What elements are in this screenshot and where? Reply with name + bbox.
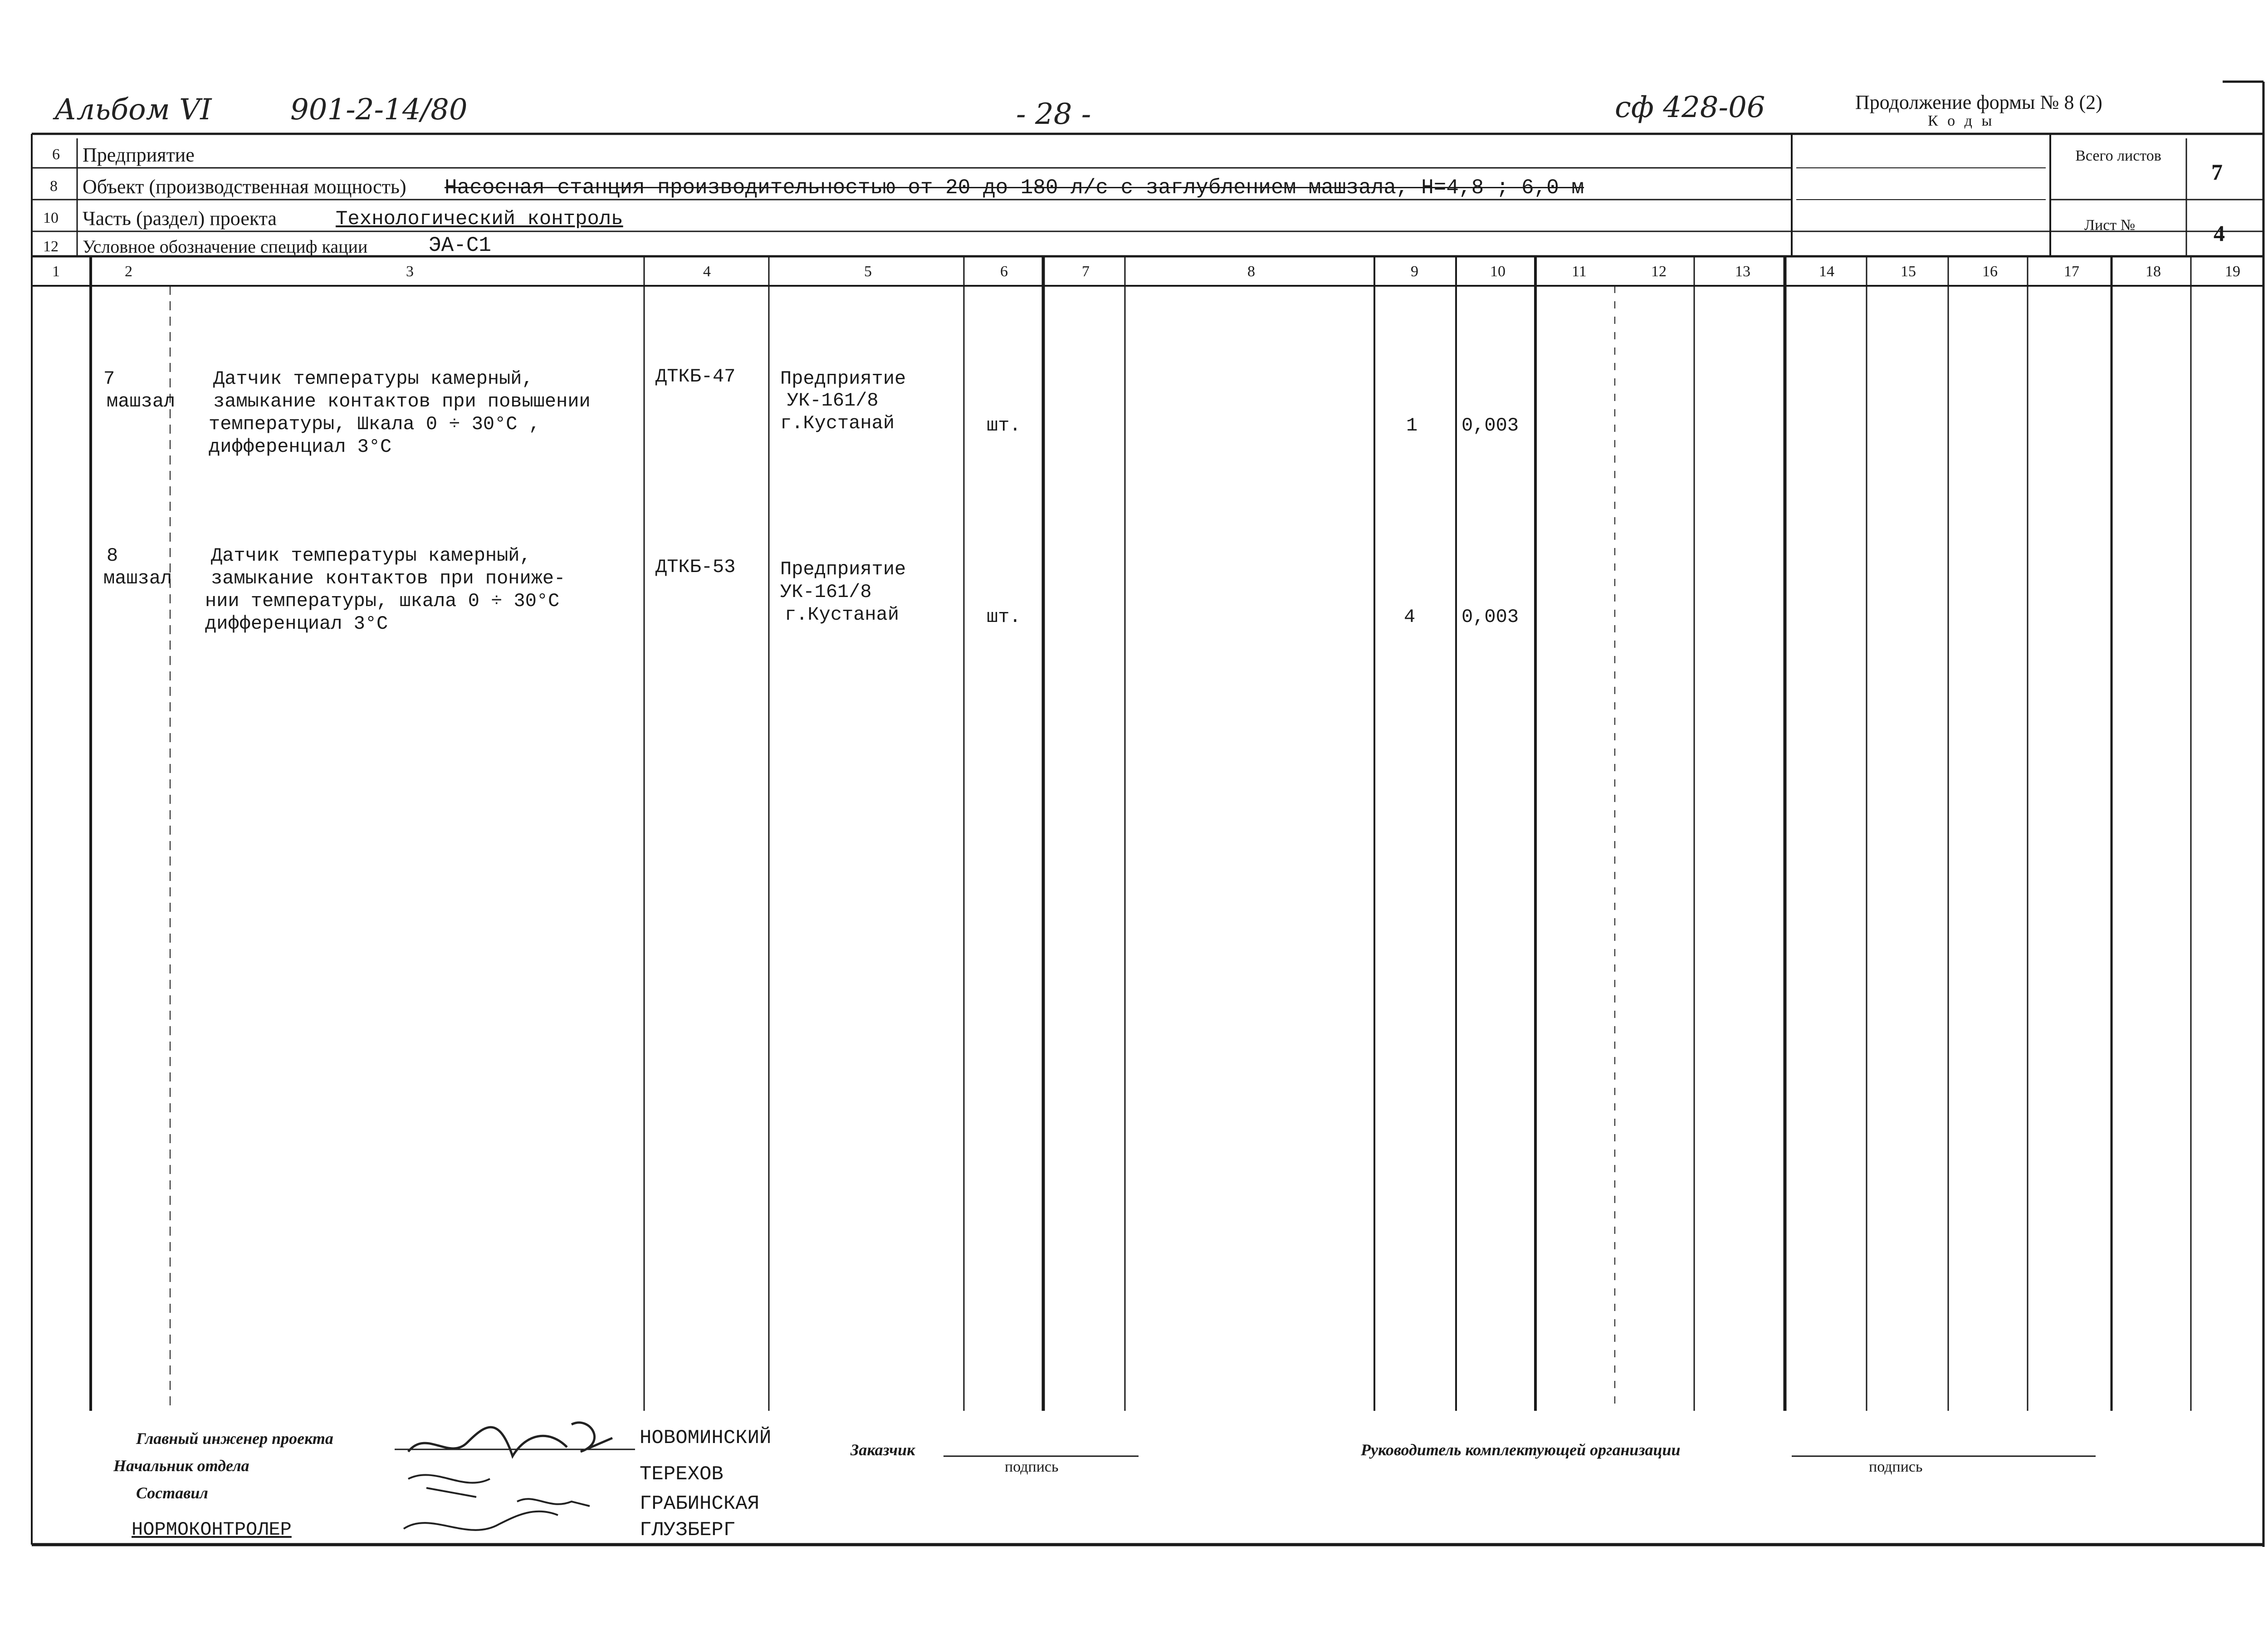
- type-code: ДТКБ-53: [655, 556, 736, 578]
- column-number: 13: [1735, 263, 1750, 280]
- position-number: 7: [103, 368, 115, 390]
- meta-row-num: 12: [43, 238, 59, 255]
- column-number: 2: [125, 263, 132, 280]
- column-number: 4: [703, 263, 711, 280]
- location: машзал: [107, 391, 176, 412]
- customer-label: Заказчик: [850, 1441, 915, 1459]
- sheet-value: 4: [2214, 220, 2225, 246]
- column-number: 18: [2146, 263, 2161, 280]
- column-number: 12: [1651, 263, 1667, 280]
- mass: 0,003: [1461, 415, 1519, 436]
- meta-row-num: 8: [50, 178, 58, 195]
- role-chief-engineer: Главный инженер проекта: [136, 1429, 333, 1448]
- head-organization-label: Руководитель комплектующей организации: [1361, 1441, 1681, 1459]
- signature-caption: подпись: [1005, 1458, 1059, 1475]
- role-department-head: Начальник отдела: [113, 1457, 249, 1475]
- maker-line: г.Кустанай: [780, 412, 895, 434]
- name-terekhov: ТЕРЕХОВ: [640, 1463, 723, 1486]
- description-line: замыкание контактов при повышении: [213, 391, 591, 412]
- column-number: 8: [1247, 263, 1255, 280]
- description-line: дифференциал 3°С: [209, 436, 392, 458]
- location: машзал: [103, 567, 172, 589]
- total-sheets-label: Всего листов: [2075, 147, 2161, 164]
- description-line: Датчик температуры камерный,: [213, 368, 533, 390]
- column-number: 3: [406, 263, 414, 280]
- column-number: 17: [2064, 263, 2079, 280]
- maker-line: УК-161/8: [787, 390, 879, 411]
- unit: шт.: [987, 415, 1021, 436]
- description-line: температуры, Шкала 0 ÷ 30°С ,: [209, 413, 540, 435]
- column-number: 11: [1572, 263, 1587, 280]
- project-code: 901-2-14/80: [290, 93, 468, 127]
- description-line: Датчик температуры камерный,: [211, 545, 531, 567]
- codes-label: К о д ы: [1928, 113, 1995, 129]
- column-number: 7: [1082, 263, 1090, 280]
- quantity: 1: [1406, 415, 1418, 436]
- column-number: 5: [864, 263, 872, 280]
- meta-row-num: 6: [52, 146, 60, 163]
- quantity: 4: [1404, 606, 1416, 628]
- doc-code: сф 428-06: [1615, 91, 1765, 124]
- role-compiled-by: Составил: [136, 1484, 208, 1502]
- total-sheets-value: 7: [2211, 159, 2223, 185]
- page-number: - 28 -: [1016, 98, 1091, 131]
- maker-line: УК-161/8: [780, 581, 872, 603]
- album-label: Альбом VI: [54, 93, 212, 127]
- meta-row-label: Часть (раздел) проекта: [83, 207, 277, 230]
- role-norm-controller: НОРМОКОНТРОЛЕР: [132, 1519, 292, 1541]
- section-value: Технологический контроль: [336, 208, 623, 230]
- signature-caption-2: подпись: [1869, 1458, 1923, 1475]
- meta-row-num: 10: [43, 210, 59, 226]
- maker-line: г.Кустанай: [785, 604, 899, 626]
- maker-line: Предприятие: [780, 558, 906, 580]
- meta-row-label: Объект (производственная мощность): [83, 176, 406, 198]
- mass: 0,003: [1461, 606, 1519, 628]
- maker-line: Предприятие: [780, 368, 906, 390]
- description-line: замыкание контактов при пониже-: [211, 567, 566, 589]
- description-line: дифференциал 3°С: [205, 613, 388, 635]
- column-number: 10: [1490, 263, 1505, 280]
- column-number: 16: [1982, 263, 1998, 280]
- meta-row-label: Условное обозначение специф кации: [83, 236, 368, 257]
- column-number: 9: [1411, 263, 1418, 280]
- column-number: 19: [2225, 263, 2240, 280]
- type-code: ДТКБ-47: [655, 366, 736, 387]
- signature-marks: [399, 1388, 644, 1542]
- column-number: 15: [1901, 263, 1916, 280]
- spec-code-value: ЭА-С1: [429, 234, 492, 257]
- form-title: Продолжение формы № 8 (2): [1855, 91, 2102, 113]
- unit: шт.: [987, 606, 1021, 628]
- column-number: 1: [52, 263, 60, 280]
- object-value: Насосная станция производительностью от 20 до 180 л/с с заглублением машзала, Н=4,8 ; 6,0 м: [445, 176, 1584, 200]
- column-number: 6: [1000, 263, 1008, 280]
- name-grabinskaya: ГРАБИНСКАЯ: [640, 1492, 760, 1515]
- description-line: нии температуры, шкала 0 ÷ 30°С: [205, 590, 560, 612]
- position-number: 8: [107, 545, 118, 567]
- name-gluzberg: ГЛУЗБЕРГ: [640, 1519, 736, 1541]
- sheet-label: Лист №: [2084, 217, 2136, 234]
- name-novominsky: НОВОМИНСКИЙ: [640, 1427, 772, 1449]
- meta-row-label: Предприятие: [83, 144, 195, 166]
- column-number: 14: [1819, 263, 1834, 280]
